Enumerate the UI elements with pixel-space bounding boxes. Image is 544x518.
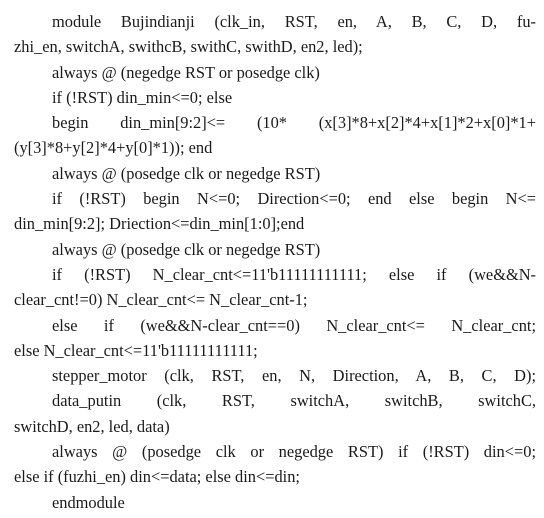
code-line: stepper_motor (clk, RST, en, N, Direction, A, B, C, D); bbox=[52, 366, 536, 386]
code-line: if (!RST) N_clear_cnt<=11'b11111111111; else if (we&&N- bbox=[52, 264, 536, 284]
code-line: else if (fuzhi_en) din<=data; else din<=din; bbox=[14, 467, 300, 487]
code-line: always @ (posedge clk or negedge RST) bbox=[52, 163, 321, 183]
code-line: else N_clear_cnt<=11'b11111111111; bbox=[14, 340, 258, 360]
code-line: zhi_en, switchA, swithcB, swithC, swithD, en2, led); bbox=[14, 37, 363, 57]
code-line: always @ (posedge clk or negedge RST) if (!RST) din<=0; bbox=[52, 442, 536, 462]
code-line: begin din_min[9:2]<= (10* (x[3]*8+x[2]*4+x[1]*2+x[0]*1+ bbox=[52, 113, 536, 133]
code-line: data_putin (clk, RST, switchA, switchB, switchC, bbox=[52, 391, 536, 411]
code-line: endmodule bbox=[52, 492, 125, 512]
code-line: (y[3]*8+y[2]*4+y[0]*1)); end bbox=[14, 138, 213, 158]
code-line: if (!RST) din_min<=0; else bbox=[52, 87, 233, 107]
code-line: if (!RST) begin N<=0; Direction<=0; end else begin N<= bbox=[52, 189, 536, 209]
code-line: always @ (posedge clk or negedge RST) bbox=[52, 239, 321, 259]
code-line: switchD, en2, led, data) bbox=[14, 416, 170, 436]
code-line: module Bujindianji (clk_in, RST, en, A, B, C, D, fu- bbox=[52, 12, 536, 31]
code-line: clear_cnt!=0) N_clear_cnt<= N_clear_cnt-1; bbox=[14, 290, 308, 310]
code-line: else if (we&&N-clear_cnt==0) N_clear_cnt<= N_clear_cnt; bbox=[52, 315, 536, 335]
code-line: always @ (negedge RST or posedge clk) bbox=[52, 62, 320, 82]
code-line: din_min[9:2]; Driection<=din_min[1:0];end bbox=[14, 214, 305, 234]
